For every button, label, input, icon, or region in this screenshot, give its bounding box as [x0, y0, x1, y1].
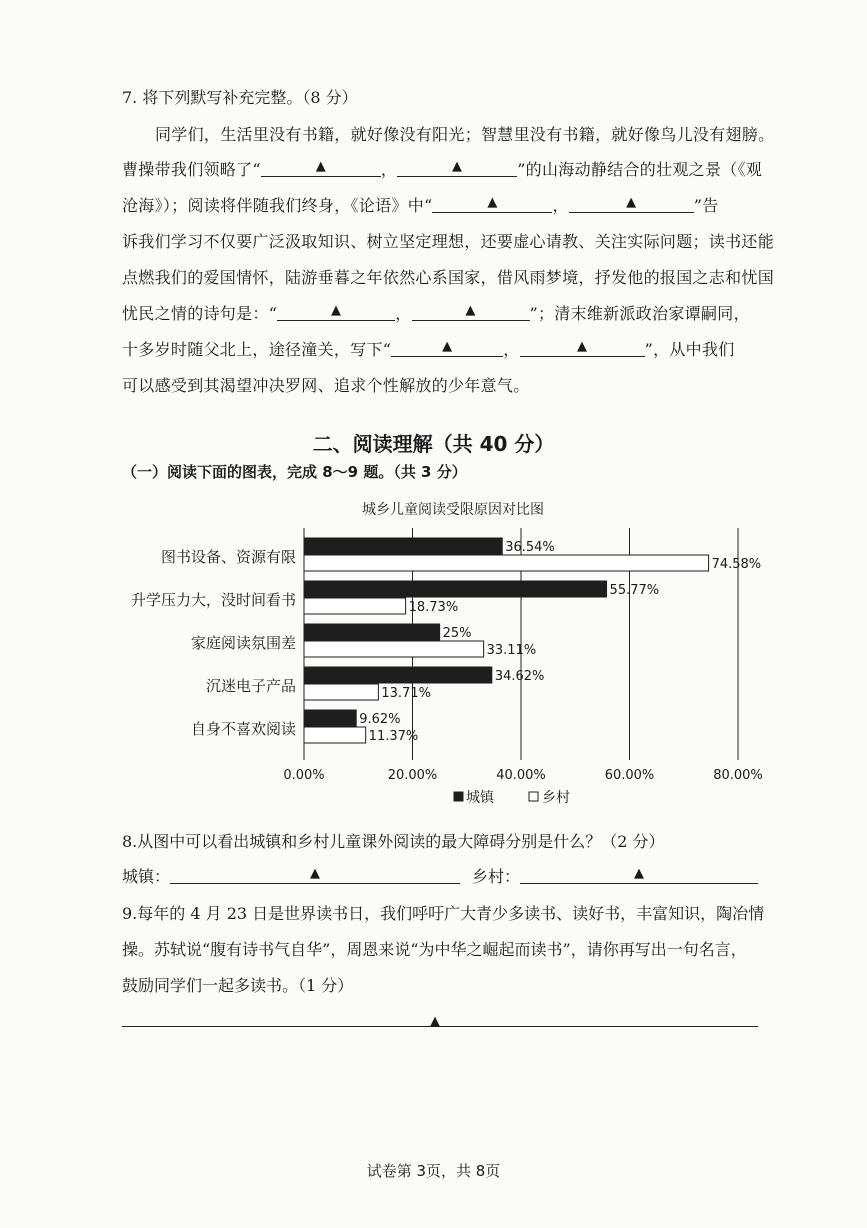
- q9-line-2: 操。苏轼说“腹有诗书气自华”，周恩来说“为中华之崛起而读书”，请你再写出一句名言，: [122, 940, 747, 959]
- village-bar: [304, 641, 484, 657]
- town-bar: [304, 581, 607, 597]
- triangle-icon: ▲: [465, 303, 476, 318]
- data-label: 25%: [442, 626, 472, 641]
- x-tick-label: 0.00%: [283, 768, 325, 783]
- q7-text: ”，从中我们: [644, 340, 735, 359]
- legend-swatch-town: [454, 792, 463, 801]
- answer-blank[interactable]: [520, 340, 645, 357]
- q7-line-6: [122, 304, 750, 324]
- q7-text: 忧民之情的诗句是：“: [122, 304, 278, 323]
- village-label: 乡村：: [472, 867, 521, 886]
- data-label: 74.58%: [711, 557, 762, 572]
- triangle-icon: ▲: [310, 866, 321, 881]
- town-bar: [304, 710, 356, 726]
- data-label: 13.71%: [381, 686, 431, 701]
- answer-blank[interactable]: [397, 160, 517, 177]
- legend-swatch-village: [529, 792, 538, 801]
- triangle-icon: ▲: [430, 1014, 440, 1029]
- x-tick-label: 80.00%: [713, 768, 763, 783]
- town-bar: [304, 667, 492, 683]
- answer-blank[interactable]: [412, 304, 530, 321]
- village-answer-blank[interactable]: [520, 867, 758, 884]
- q7-line-3: [122, 196, 719, 216]
- town-bar: [304, 624, 440, 640]
- q7-text: ，: [552, 196, 569, 215]
- q7-text: ，: [503, 340, 520, 359]
- triangle-icon: ▲: [487, 195, 498, 210]
- q9-line-3: 鼓励同学们一起多读书。（1 分）: [122, 976, 354, 995]
- q7-line-5: 点燃我们的爱国情怀，陆游垂暮之年依然心系国家，借风雨梦境，抒发他的报国之志和忧国: [122, 268, 775, 287]
- triangle-icon: ▲: [634, 866, 645, 881]
- q7-text: ，: [380, 160, 398, 179]
- answer-blank[interactable]: [261, 160, 381, 177]
- x-tick-label: 40.00%: [496, 768, 546, 783]
- village-bar: [304, 598, 406, 614]
- village-bar: [304, 555, 709, 571]
- town-answer-blank[interactable]: [170, 867, 460, 884]
- data-label: 55.77%: [609, 583, 660, 598]
- data-label: 9.62%: [359, 712, 401, 727]
- data-label: 36.54%: [505, 540, 555, 555]
- category-label: 自身不喜欢阅读: [190, 720, 296, 738]
- answer-blank[interactable]: [569, 196, 694, 213]
- triangle-icon: ▲: [626, 195, 637, 210]
- triangle-icon: ▲: [442, 339, 453, 354]
- x-tick-label: 20.00%: [387, 768, 438, 783]
- town-bar: [304, 538, 502, 554]
- q7-text: ”；清末维新派政治家谭嗣同，: [529, 304, 750, 323]
- data-label: 34.62%: [494, 669, 545, 684]
- q9-answer-blank[interactable]: [122, 1014, 758, 1029]
- data-label: 33.11%: [486, 643, 537, 658]
- category-label: 升学压力大，没时间看书: [130, 591, 296, 609]
- q8-answer-line: [122, 867, 758, 887]
- q7-text: 十多岁时随父北上，途径潼关，写下“: [122, 340, 392, 359]
- q7-line-7: [122, 340, 735, 360]
- bar-chart: [100, 520, 780, 815]
- q7-text: ”告: [693, 196, 719, 215]
- answer-blank[interactable]: [432, 196, 552, 213]
- q7-line-1: 同学们，生活里没有书籍，就好像没有阳光；智慧里没有书籍，就好像鸟儿没有翅膀。: [155, 125, 775, 144]
- data-label: 11.37%: [368, 729, 419, 744]
- q7-text: 曹操带我们领略了“: [122, 160, 261, 179]
- q7-text: ”的山海动静结合的壮观之景（《观: [517, 160, 763, 179]
- triangle-icon: ▲: [452, 159, 463, 174]
- category-label: 家庭阅读氛围差: [190, 634, 296, 652]
- x-tick-label: 60.00%: [604, 768, 655, 783]
- q7-line-4: 诉我们学习不仅要广泛汲取知识、树立坚定理想，还要虚心请教、关注实际问题；读书还能: [122, 232, 775, 251]
- village-bar: [304, 684, 378, 700]
- q7-line-8: 可以感受到其渴望冲决罗网、追求个性解放的少年意气。: [122, 376, 530, 395]
- triangle-icon: ▲: [331, 303, 342, 318]
- chart-title: 城乡儿童阅读受限原因对比图: [362, 502, 544, 518]
- section-title: 二、阅读理解（共 40 分）: [312, 432, 555, 456]
- village-bar: [304, 727, 366, 743]
- page-footer: 试卷第 3页，共 8页: [366, 1162, 501, 1180]
- q7-text: ，: [395, 304, 412, 323]
- town-label: 城镇：: [122, 867, 171, 886]
- question-7-title: 7. 将下列默写补充完整。（8 分）: [122, 88, 358, 107]
- category-label: 沉迷电子产品: [205, 677, 296, 695]
- answer-blank[interactable]: [391, 340, 503, 357]
- legend-label-village: 乡村: [542, 790, 570, 806]
- q7-line-2: [122, 160, 762, 180]
- triangle-icon: ▲: [576, 339, 588, 354]
- question-8-text: 8.从图中可以看出城镇和乡村儿童课外阅读的最大障碍分别是什么？（2 分）: [122, 832, 665, 851]
- data-label: 18.73%: [408, 600, 459, 615]
- legend-label-town: 城镇: [466, 790, 494, 806]
- sub-title: （一）阅读下面的图表，完成 8～9 题。（共 3 分）: [122, 463, 467, 481]
- triangle-icon: ▲: [315, 159, 327, 174]
- category-label: 图书设备、资源有限: [160, 548, 296, 566]
- answer-blank[interactable]: [277, 304, 395, 321]
- q9-line-1: 9.每年的 4 月 23 日是世界读书日，我们呼吁广大青少多读书、读好书，丰富知识，陶冶情: [122, 904, 765, 923]
- q7-text: 沧海》）；阅读将伴随我们终身，《论语》中“: [122, 196, 433, 215]
